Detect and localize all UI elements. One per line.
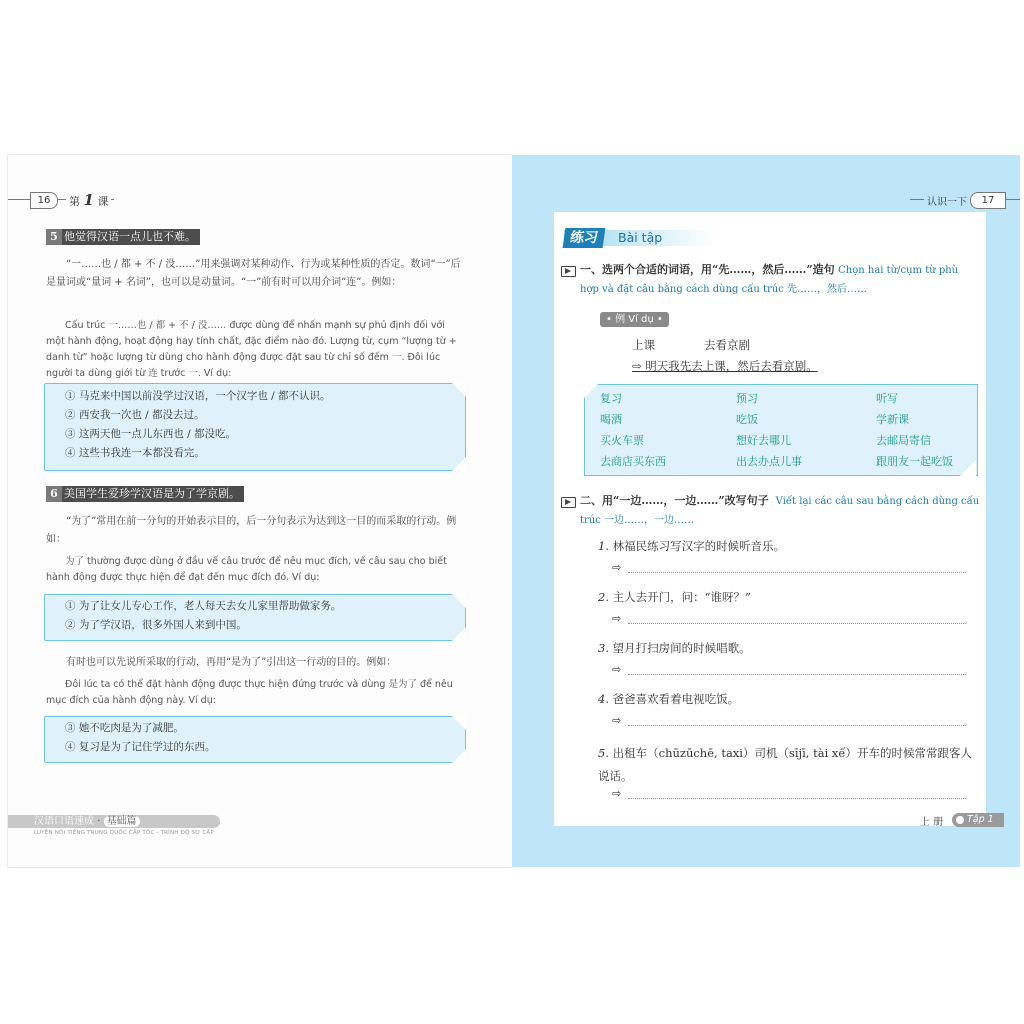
word-bank-item: 出去办点儿事 bbox=[736, 455, 802, 468]
section-6-examples-a bbox=[44, 594, 466, 641]
word-bank-item: 吃饭 bbox=[736, 413, 758, 426]
word-bank-item: 学新课 bbox=[876, 413, 909, 426]
practice-banner bbox=[560, 228, 720, 248]
example-line: ③ 这两天他一点儿东西也 / 都没吃。 bbox=[65, 428, 237, 440]
page-number: 17 bbox=[981, 195, 995, 206]
example-line: ② 西安我一次也 / 都没去过。 bbox=[65, 409, 205, 421]
exercise-item: 2. 主人去开门，问：“谁呀？” bbox=[598, 590, 751, 604]
exercise-item: 5. 出租车（chūzūchē, taxi）司机（sījī, tài xế）开车的时候常常跟客人说话。 bbox=[598, 746, 972, 783]
example-line: ② 为了学汉语，很多外国人来到中国。 bbox=[65, 619, 247, 631]
answer-field[interactable] bbox=[628, 725, 966, 726]
left-header bbox=[8, 192, 114, 208]
book-subtitle: 基础篇 bbox=[104, 816, 140, 827]
section-5-paragraph-vn: Cấu trúc 一……也 / 都 + 不 / 没…… được dùng để nhấn mạnh sự phủ định đối với một hành động, hoạt động hay tính chất, đặc điểm nào đó. Lượng từ, cụm “lượng từ + danh từ” hoặc lượng từ dùng cho hành động được đặt sau từ chỉ số đếm 一. Đôi lúc người ta dùng giới từ 连 trước 一. Ví dụ: bbox=[46, 320, 457, 379]
answer-field[interactable] bbox=[628, 798, 966, 799]
exercise-2-title: 二、用“一边……，一边……”改写句子 Viết lại các câu sau bằng cách dùng cấu trúc 一边……，一边…… bbox=[580, 494, 980, 526]
lesson-label: 第 1 课 bbox=[66, 191, 111, 209]
exercise-item: 3. 望月打扫房间的时候唱歌。 bbox=[598, 641, 751, 655]
word-bank-item: 复习 bbox=[600, 392, 622, 405]
answer-arrow-icon: ⇨ bbox=[612, 561, 622, 574]
example-word-1: 上课 bbox=[632, 338, 655, 352]
practice-label-cn: 练习 bbox=[563, 228, 606, 248]
book-title: 汉语口语速成 · 基础篇 bbox=[34, 815, 140, 828]
section-number: 5 bbox=[46, 229, 62, 245]
example-line: ④ 这些书我连一本都没看完。 bbox=[65, 447, 205, 459]
word-bank-item: 买火车票 bbox=[600, 434, 644, 447]
answer-arrow-icon: ⇨ bbox=[612, 787, 622, 800]
word-bank-item: 去邮局寄信 bbox=[876, 434, 931, 447]
practice-label-vn: Bài tập bbox=[618, 230, 663, 245]
section-5-title: 5 他觉得汉语一点儿也不难。 bbox=[46, 229, 200, 245]
section-6-title: 6 美国学生爱珍学汉语是为了学京剧。 bbox=[46, 486, 244, 502]
word-bank-item: 想好去哪儿 bbox=[736, 434, 791, 447]
exercise-item: 4. 爸爸喜欢看着电视吃饭。 bbox=[598, 692, 740, 706]
page-number: 16 bbox=[37, 195, 51, 206]
section-5-examples bbox=[44, 383, 466, 471]
section-number: 6 bbox=[46, 486, 62, 502]
right-footer bbox=[910, 813, 1020, 827]
page-number-badge bbox=[970, 192, 1006, 209]
section-6-paragraph2-vn: Đôi lúc ta có thể đặt hành động được thực hiện đứng trước và dùng 是为了 để nêu mục đích của hành động này. Ví dụ: bbox=[46, 679, 453, 706]
circle-icon bbox=[956, 816, 964, 824]
volume-label-vn: Tập 1 bbox=[967, 814, 994, 825]
answer-arrow-icon: ⇨ bbox=[612, 714, 622, 727]
lesson-title: 认识一下 bbox=[924, 193, 970, 208]
answer-field[interactable] bbox=[628, 572, 966, 573]
word-bank-item: 听写 bbox=[876, 392, 898, 405]
section-6-paragraph-vn: 为了 thường được dùng ở đầu vế câu trước để nêu mục đích, vế câu sau cho biết hành động được thực hiện để đạt đến mục đích đó. Ví dụ: bbox=[46, 556, 447, 583]
word-bank-item: 预习 bbox=[736, 392, 758, 405]
volume-badge bbox=[952, 813, 1004, 827]
example-word-2: 去看京剧 bbox=[704, 338, 750, 352]
book-title-vn: LUYỆN NÓI TIẾNG TRUNG QUỐC CẤP TỐC - TRÌNH ĐỘ SƠ CẤP bbox=[34, 830, 214, 836]
example-answer: ⇨ 明天我先去上课，然后去看京剧。 bbox=[632, 359, 818, 373]
section-6-paragraph2-cn: 有时也可以先说所采取的行动，再用“是为了”引出这一行动的目的。例如： bbox=[66, 657, 397, 668]
answer-field[interactable] bbox=[628, 623, 966, 624]
example-label: • 例 Ví dụ • bbox=[600, 312, 669, 327]
volume-label-cn: 上 册 bbox=[920, 817, 944, 828]
example-line: ① 为了让女儿专心工作，老人每天去女儿家里帮助做家务。 bbox=[65, 600, 342, 612]
section-6-paragraph-cn: “为了”常用在前一分句的开始表示目的，后一分句表示为达到这一目的而采取的行动。例如： bbox=[46, 516, 457, 545]
word-bank-item: 去商店买东西 bbox=[600, 455, 666, 468]
left-footer bbox=[8, 815, 512, 845]
answer-arrow-icon: ⇨ bbox=[612, 612, 622, 625]
page-number-badge bbox=[30, 192, 58, 209]
word-bank-item: 跟朋友一起吃饭 bbox=[876, 455, 953, 468]
example-line: ① 马克来中国以前没学过汉语，一个汉字也 / 都不认识。 bbox=[65, 390, 331, 402]
exercise-1-title: 一、选两个合适的词语，用“先……，然后……”造句 Chọn hai từ/cụm từ phù hợp và đặt câu bằng cách dùng cấu trúc 先……，然后…… bbox=[580, 263, 959, 295]
word-bank-item: 喝酒 bbox=[600, 413, 622, 426]
lesson-number: 1 bbox=[83, 191, 94, 209]
section-5-paragraph-cn: “一……也 / 都 + 不 / 没……”用来强调对某种动作、行为或某种性质的否定。数词“一”后是量词或“量词 + 名词”，也可以是动量词。“一”前有时可以用介词“连”。例如： bbox=[46, 259, 461, 288]
exercise-arrow-icon bbox=[561, 497, 576, 508]
example-line: ③ 她不吃肉是为了减肥。 bbox=[65, 722, 184, 734]
exercise-arrow-icon bbox=[561, 266, 576, 277]
right-header bbox=[910, 192, 1020, 208]
answer-field[interactable] bbox=[628, 674, 966, 675]
example-line: ④ 复习是为了记住学过的东西。 bbox=[65, 741, 216, 753]
section-6-examples-b bbox=[44, 716, 466, 763]
exercise-item: 1. 林福民练习写汉字的时候听音乐。 bbox=[598, 539, 786, 553]
answer-arrow-icon: ⇨ bbox=[612, 663, 622, 676]
